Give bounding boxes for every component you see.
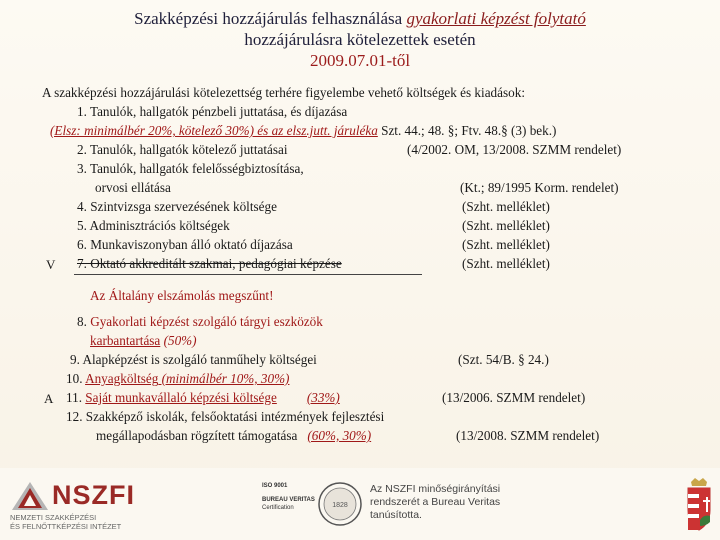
- item-5-ref: (Szht. melléklet): [462, 218, 550, 233]
- item-9: 9. Alapképzést is szolgáló tanműhely költségei: [70, 352, 317, 367]
- item-12-ref: (13/2008. SZMM rendelet): [456, 428, 600, 443]
- item-9-ref: (Szt. 54/B. § 24.): [458, 352, 549, 367]
- item-7-ref: (Szht. melléklet): [462, 256, 550, 271]
- item-3: 3. Tanulók, hallgatók felelősségbiztosítása,: [77, 161, 304, 176]
- bullet-a: A: [44, 391, 54, 406]
- item-12: 12. Szakképző iskolák, felsőoktatási intézmények fejlesztési: [66, 409, 385, 424]
- item-7: 7. Oktató akkreditált szakmai, pedagógiai képzése: [77, 256, 342, 271]
- item-1-detail: [50, 122, 556, 140]
- svg-text:1828: 1828: [332, 502, 348, 509]
- item-8-cont: karbantartása (50%): [90, 333, 197, 348]
- item-8: 8. Gyakorlati képzést szolgáló tárgyi eszközök: [77, 314, 323, 329]
- hungarian-coat-of-arms-icon: [684, 476, 714, 532]
- item-3-ref: (Kt.; 89/1995 Korm. rendelet): [460, 180, 619, 195]
- bureau-veritas-logo: ISO 9001 BUREAU VERITAS Certification 1828: [262, 478, 362, 530]
- nszfi-logo: NSZFI NEMZETI SZAKKÉPZÉSI ÉS FELNŐTTKÉPZÉSI INTÉZET: [10, 480, 135, 531]
- certification-note: Az NSZFI minőségirányítási rendszerét a Bureau Veritas tanúsította.: [370, 483, 501, 521]
- note-general: Az Általány elszámolás megszűnt!: [90, 288, 274, 303]
- title-line1-emph: gyakorlati képzést folytató: [406, 9, 586, 28]
- item-5: 5. Adminisztrációs költségek: [77, 218, 230, 233]
- bureau-veritas-seal-icon: [318, 480, 362, 528]
- item-10: 10. Anyagköltség (minimálbér 10%, 30%): [66, 371, 290, 386]
- title-date: 2009.07.01-től: [309, 51, 411, 70]
- bullet-v: V: [46, 257, 56, 272]
- nszfi-emblem-icon: [10, 480, 50, 512]
- divider: [74, 274, 422, 275]
- intro-text: A szakképzési hozzájárulási kötelezettség terhére figyelembe vehető költségek és kiadások:: [42, 85, 525, 100]
- item-12-cont: megállapodásban rögzített támogatása (60%, 30%): [96, 428, 372, 443]
- item-2-ref: (4/2002. OM, 13/2008. SZMM rendelet): [407, 142, 622, 157]
- item-11-ref: (13/2006. SZMM rendelet): [442, 390, 586, 405]
- item-6: 6. Munkaviszonyban álló oktató díjazása: [77, 237, 293, 252]
- item-1-detail-ref: Szt. 44.; 48. §; Ftv. 48.§ (3) bek.): [377, 123, 557, 138]
- item-3-cont: orvosi ellátása: [95, 180, 171, 195]
- item-1-detail-red: (Elsz: minimálbér 20%, kötelező 30%) és az elsz.jutt. járuléka: [50, 123, 378, 138]
- item-4-ref: (Szht. melléklet): [462, 199, 550, 214]
- item-1: 1. Tanulók, hallgatók pénzbeli juttatása, és díjazása: [77, 104, 348, 119]
- item-4: 4. Szintvizsga szervezésének költsége: [77, 199, 277, 214]
- item-2: 2. Tanulók, hallgatók kötelező juttatásai: [77, 142, 288, 157]
- item-11: 11. Saját munkavállaló képzési költsége (33%): [66, 390, 340, 405]
- slide-title: [0, 8, 720, 71]
- title-line2: hozzájárulásra kötelezettek esetén: [244, 30, 476, 49]
- title-line1: Szakképzési hozzájárulás felhasználása: [134, 9, 407, 28]
- item-6-ref: (Szht. melléklet): [462, 237, 550, 252]
